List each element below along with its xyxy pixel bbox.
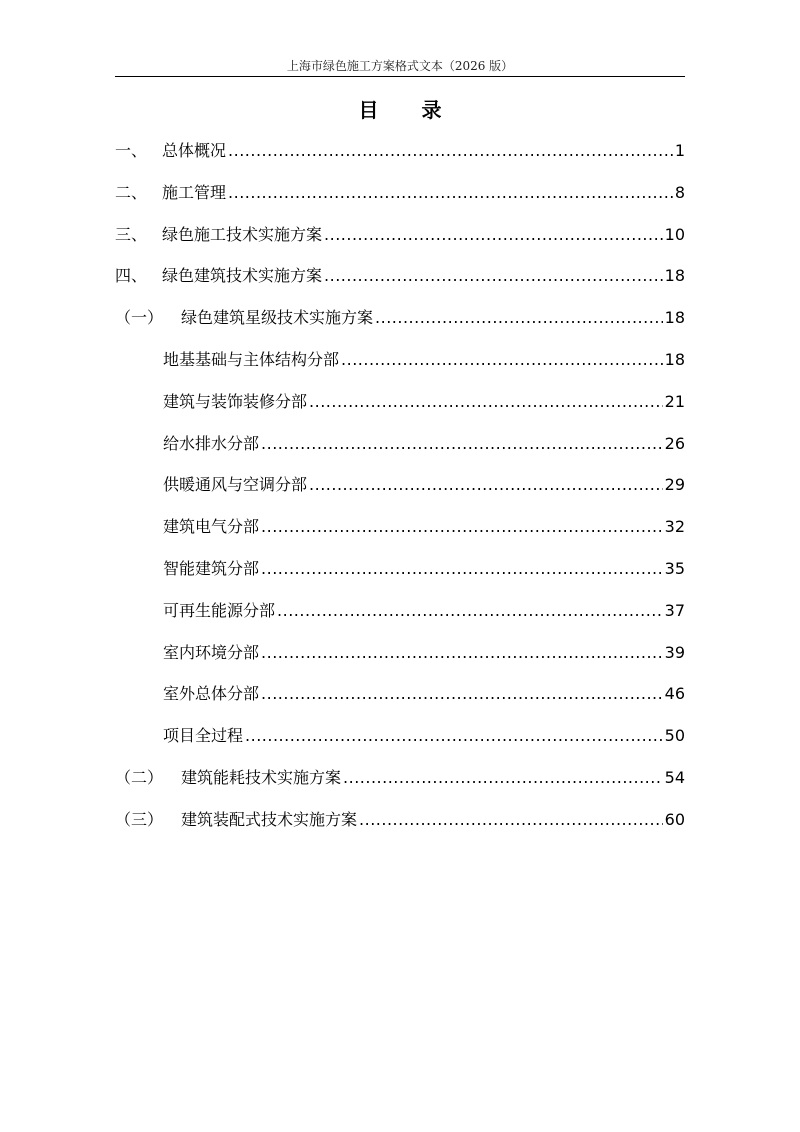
toc-entry[interactable] xyxy=(115,139,685,181)
toc-entry[interactable] xyxy=(115,808,685,850)
toc-entry-number: 四、 xyxy=(115,266,148,286)
toc-page-number: 1 xyxy=(674,141,685,160)
toc-page-number: 18 xyxy=(664,349,685,369)
running-header: 上海市绿色施工方案格式文本（2026 版） xyxy=(286,59,514,73)
toc-entry-number: 二、 xyxy=(115,182,148,202)
toc-page-number: 10 xyxy=(664,224,685,244)
toc-entry-title: 建筑与装饰装修分部 xyxy=(163,391,308,411)
toc-entry-title: 给水排水分部 xyxy=(163,433,260,453)
toc-dot-leader xyxy=(228,181,673,205)
toc-page-number: 54 xyxy=(664,767,685,787)
toc-entry[interactable] xyxy=(115,473,685,515)
toc-page-number: 18 xyxy=(664,308,685,328)
toc-entry[interactable] xyxy=(115,432,685,474)
toc-entry[interactable] xyxy=(115,390,685,432)
toc-entry[interactable] xyxy=(115,724,685,766)
toc-entry-title: 建筑装配式技术实施方案 xyxy=(181,809,358,829)
toc-entry-title: 供暖通风与空调分部 xyxy=(163,475,308,495)
toc-entry-number: （三） xyxy=(115,809,164,829)
toc-entry[interactable] xyxy=(115,641,685,683)
toc-entry-title: 建筑电气分部 xyxy=(163,517,260,537)
toc-dot-leader xyxy=(341,348,663,372)
toc-entry[interactable] xyxy=(115,223,685,265)
toc-entry[interactable] xyxy=(115,599,685,641)
toc-entry-title: 地基基础与主体结构分部 xyxy=(163,349,340,369)
toc-dot-leader xyxy=(375,306,663,330)
toc-dot-leader xyxy=(324,264,663,288)
toc-page-number: 50 xyxy=(664,726,685,746)
toc-entry[interactable] xyxy=(115,766,685,808)
toc-dot-leader xyxy=(261,557,663,581)
toc-page-number: 60 xyxy=(664,809,685,829)
toc-dot-leader xyxy=(261,641,663,665)
toc-page-number: 37 xyxy=(664,600,685,620)
toc-dot-leader xyxy=(261,515,663,539)
toc-entry[interactable] xyxy=(115,264,685,306)
toc-entry-number: （一） xyxy=(115,308,164,328)
toc-entry-number: （二） xyxy=(115,767,164,787)
toc-entry[interactable] xyxy=(115,348,685,390)
toc-dot-leader xyxy=(277,599,663,623)
toc-dot-leader xyxy=(309,390,663,414)
toc-entry-title: 施工管理 xyxy=(162,182,227,202)
toc-dot-leader xyxy=(324,223,663,247)
toc-entry-title: 项目全过程 xyxy=(163,726,244,746)
toc-page-number: 32 xyxy=(664,517,685,537)
toc-entry-title: 建筑能耗技术实施方案 xyxy=(181,767,342,787)
toc-entry[interactable] xyxy=(115,557,685,599)
toc-dot-leader xyxy=(228,139,673,163)
toc-entry[interactable] xyxy=(115,515,685,557)
toc-dot-leader xyxy=(343,766,663,790)
toc-entry[interactable] xyxy=(115,306,685,348)
toc-entry-title: 智能建筑分部 xyxy=(163,558,260,578)
toc-entry-title: 绿色建筑技术实施方案 xyxy=(162,266,323,286)
toc-entry-title: 可再生能源分部 xyxy=(163,600,276,620)
toc-entry[interactable] xyxy=(115,682,685,724)
toc-page-number: 46 xyxy=(664,684,685,704)
toc-page-number: 21 xyxy=(664,391,685,411)
toc-entry-title: 绿色施工技术实施方案 xyxy=(162,224,323,244)
toc-dot-leader xyxy=(245,724,663,748)
toc-entry-title: 总体概况 xyxy=(162,141,227,160)
toc-entry[interactable] xyxy=(115,181,685,223)
toc-entry-title: 室内环境分部 xyxy=(163,642,260,662)
toc-page-number: 26 xyxy=(664,433,685,453)
toc-page-number: 35 xyxy=(664,558,685,578)
toc-dot-leader xyxy=(261,682,663,706)
toc-entry-number: 一、 xyxy=(115,141,148,160)
toc-entry-title: 绿色建筑星级技术实施方案 xyxy=(181,308,374,328)
toc-page-number: 39 xyxy=(664,642,685,662)
toc-page-number: 18 xyxy=(664,266,685,286)
table-of-contents xyxy=(115,139,685,850)
header-divider xyxy=(115,76,685,77)
toc-dot-leader xyxy=(309,473,663,497)
toc-page-number: 29 xyxy=(664,475,685,495)
toc-title: 目 录 xyxy=(358,98,460,122)
toc-entry-title: 室外总体分部 xyxy=(163,684,260,704)
toc-page-number: 8 xyxy=(674,182,685,202)
toc-dot-leader xyxy=(359,808,663,832)
toc-dot-leader xyxy=(261,432,663,456)
toc-entry-number: 三、 xyxy=(115,224,148,244)
